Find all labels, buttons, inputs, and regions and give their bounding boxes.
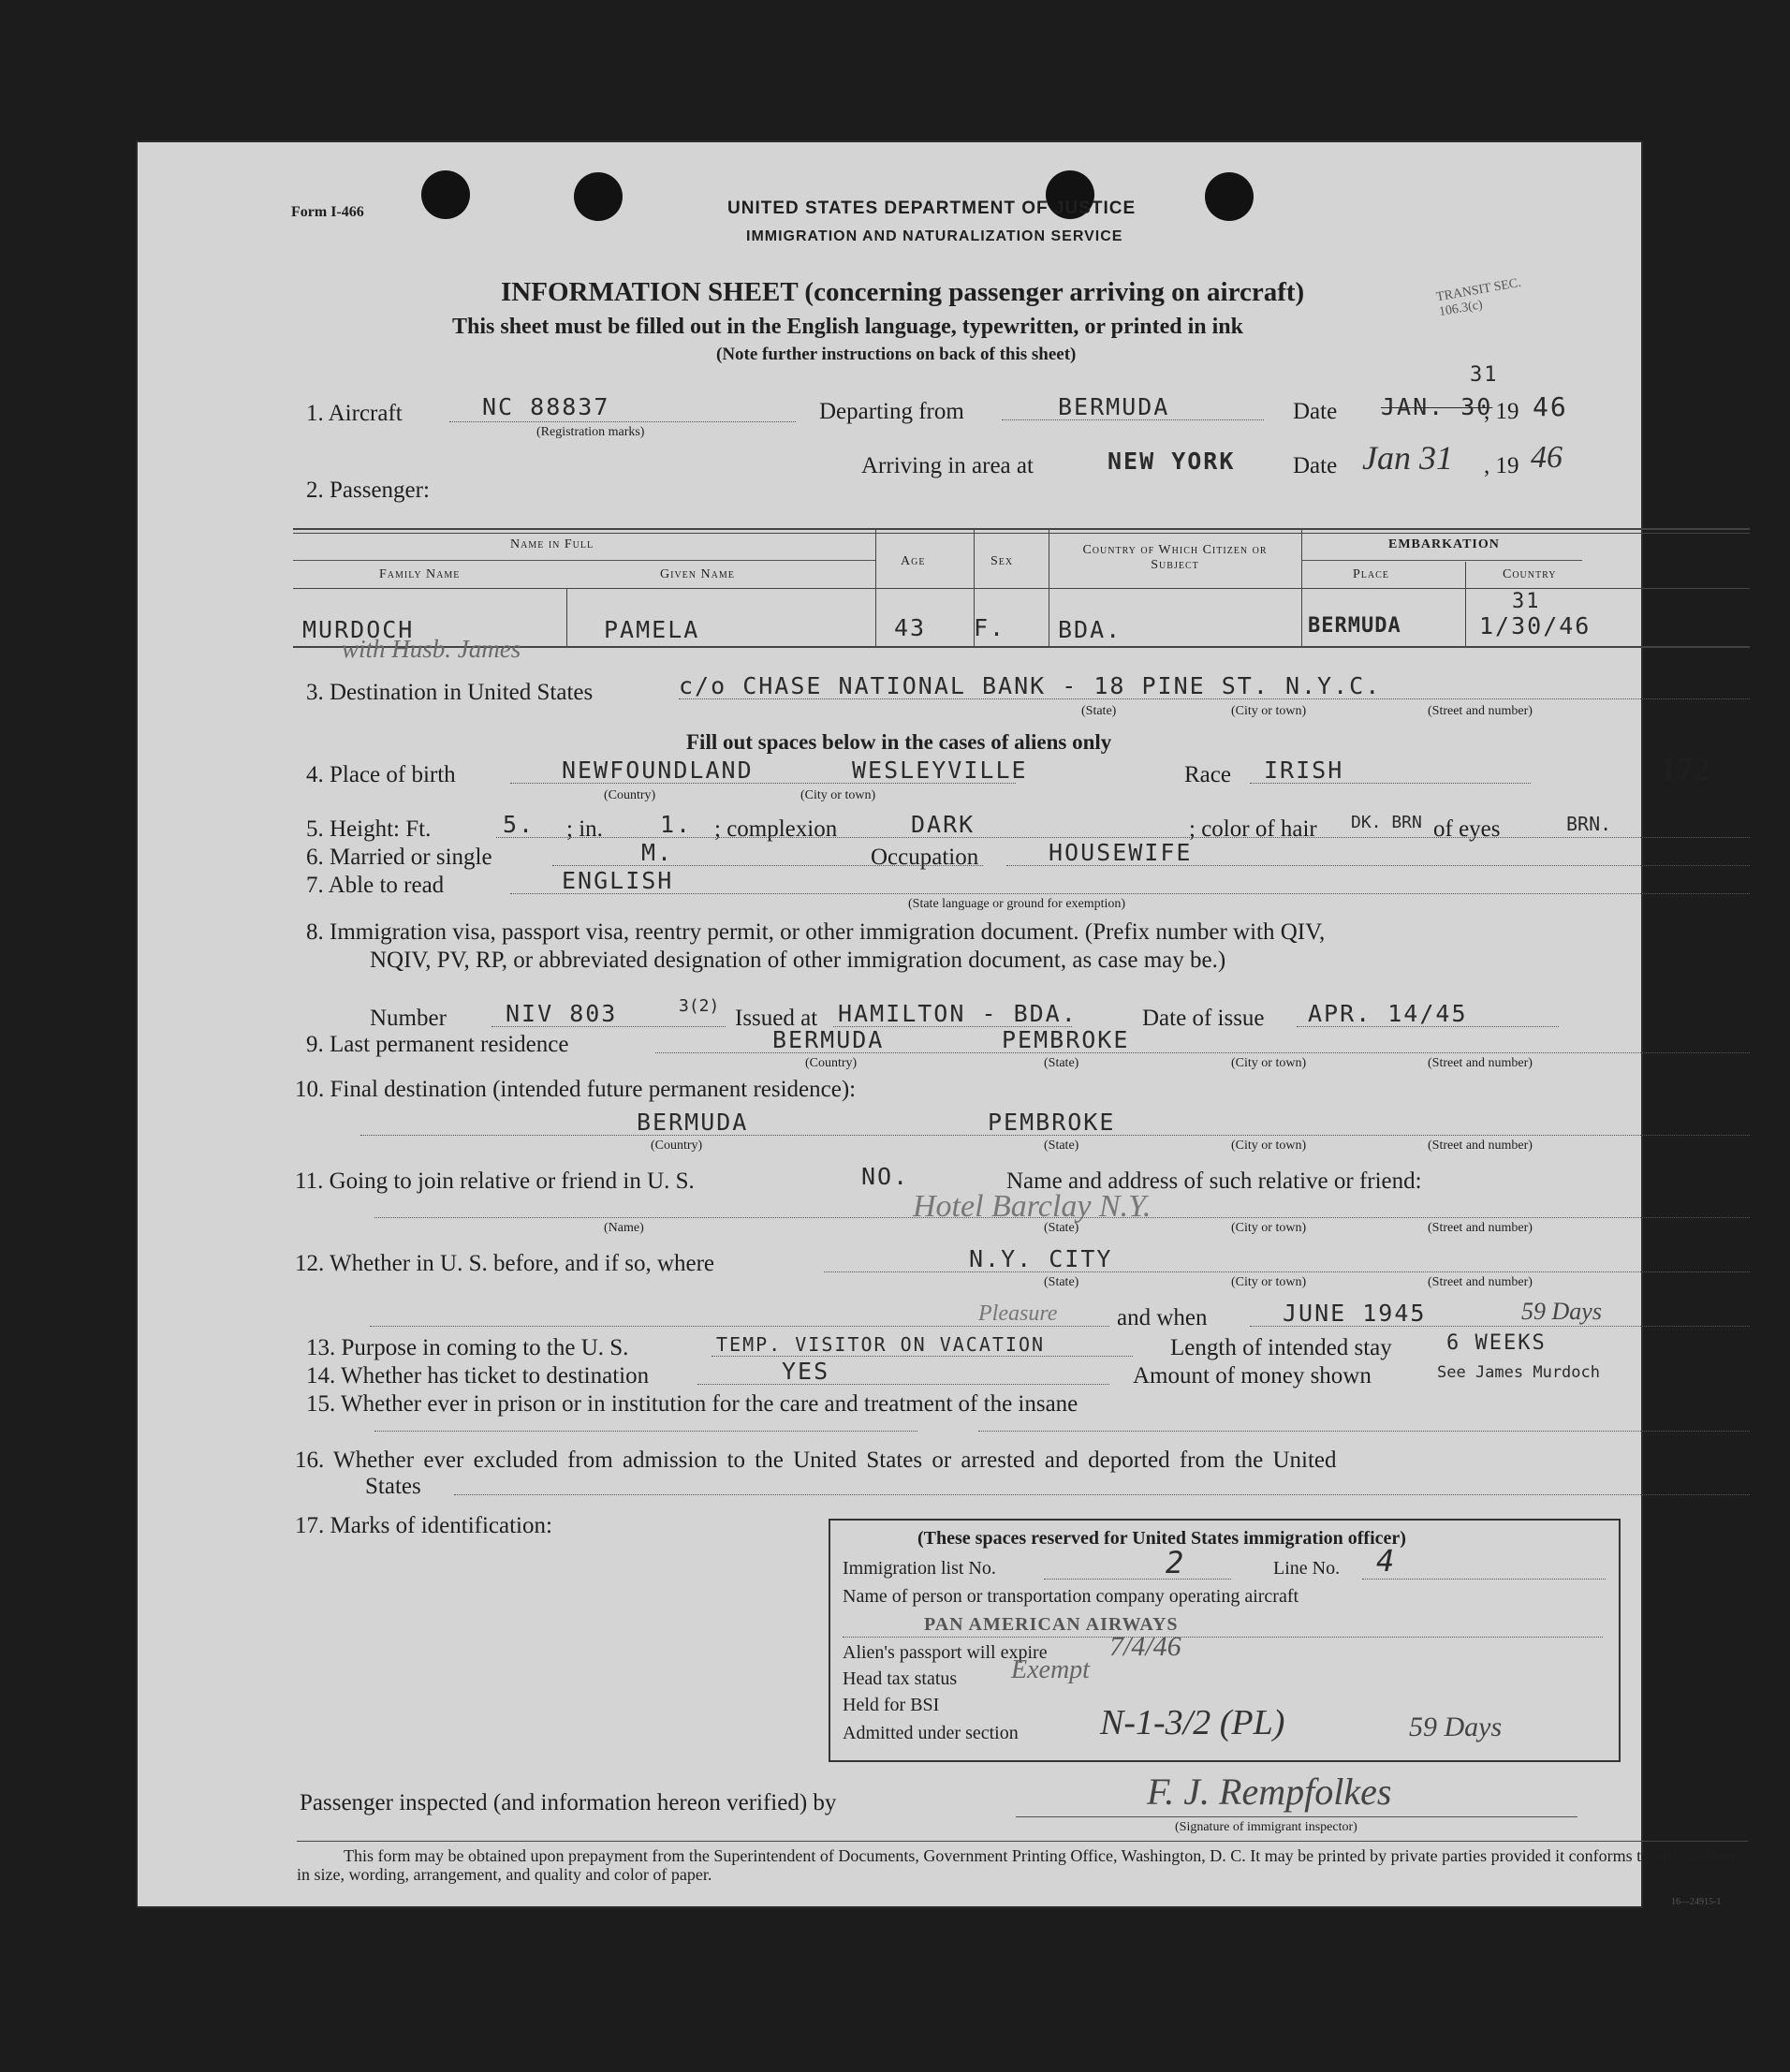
officer-passport-label: Alien's passport will expire [843,1642,1048,1663]
registration-caption: (Registration marks) [536,425,645,439]
officer-line-label: Line No. [1273,1558,1341,1579]
final-destination-caption-country: (Country) [651,1139,703,1153]
race-label: Race [1184,762,1231,787]
passenger-age: 43 [894,614,927,641]
relative-caption-city: (City or town) [1231,1221,1307,1235]
excluded-label-2: States [365,1474,421,1499]
officer-passport: 7/4/46 [1109,1631,1181,1662]
departure-year-prefix: , 19 [1484,399,1519,424]
read-caption: (State language or ground for exemption) [908,897,1126,911]
visa-label-2: NQIV, PV, RP, or abbreviated designation of other immigration document, as case may be.) [370,948,1226,973]
officer-bsi-label: Held for BSI [843,1695,940,1715]
marital-value: M. [641,839,674,866]
relative-caption-name: (Name) [604,1221,644,1235]
departure-date-value: JAN. 30 [1381,393,1493,420]
last-residence-caption-city: (City or town) [1231,1056,1307,1070]
officer-list-no: 2 [1166,1545,1186,1580]
money-value: See James Murdoch [1437,1363,1600,1382]
departure-year: 46 [1533,391,1568,422]
visa-number: NIV 803 [506,1000,618,1027]
aliens-heading: Fill out spaces below in the cases of aliens only [686,730,1112,754]
last-residence-caption-country: (Country) [805,1056,858,1070]
eyes-value: BRN. [1566,813,1612,835]
aircraft-value: NC 88837 [482,393,610,420]
arriving-value: NEW YORK [1108,448,1236,475]
service-heading: IMMIGRATION AND NATURALIZATION SERVICE [746,228,1123,244]
final-destination-country: BERMUDA [637,1109,749,1136]
final-destination-label: 10. Final destination (intended future permanent residence): [295,1077,857,1102]
visa-label: 8. Immigration visa, passport visa, reentry permit, or other immigration document. (Prefix number with QIV, [306,919,1326,945]
height-label: 5. Height: Ft. [306,816,432,842]
birth-country: NEWFOUNDLAND [562,757,754,784]
relative-caption-street: (Street and number) [1428,1221,1533,1235]
aircraft-label: 1. Aircraft [306,401,403,426]
punch-hole [574,172,623,221]
read-value: ENGLISH [562,867,674,894]
inspected-label: Passenger inspected (and information hereon verified) by [300,1790,837,1815]
arriving-label: Arriving in area at [861,453,1034,478]
visa-date-label: Date of issue [1142,1006,1265,1031]
header-name-in-full: Name in Full [510,537,594,551]
final-destination-state: PEMBROKE [988,1109,1116,1136]
officer-line-no: 4 [1376,1543,1397,1579]
birth-caption-country: (Country) [604,788,656,802]
height-inches-label: ; in. [566,816,603,842]
complexion-value: DARK [911,811,976,838]
passenger-label: 2. Passenger: [306,478,430,503]
stay-label: Length of intended stay [1170,1335,1392,1360]
birth-caption-city: (City or town) [800,788,876,802]
passenger-sex: F. [974,614,1006,641]
stay-value: 6 WEEKS [1446,1331,1547,1355]
prior-visit-value: N.Y. CITY [969,1245,1113,1272]
prison-label: 15. Whether ever in prison or in institution for the care and treatment of the insane [306,1391,1078,1417]
header-emb-country: Country [1503,567,1557,581]
passenger-emb-date: 1/30/46 [1479,612,1592,639]
birth-city: WESLEYVILLE [852,757,1028,784]
last-residence-caption-street: (Street and number) [1428,1056,1533,1070]
officer-section-note: 59 Days [1409,1712,1503,1742]
passenger-emb-date-correction: 31 [1512,590,1541,613]
footer-code: 16—24915-1 [1671,1897,1722,1907]
prior-visit-when: JUNE 1945 [1283,1300,1427,1327]
marital-label: 6. Married or single [306,845,492,870]
officer-list-label: Immigration list No. [843,1558,996,1579]
visa-number-label: Number [370,1006,447,1031]
header-age: Age [901,554,926,568]
excluded-label: 16. Whether ever excluded from admission to the United States or arrested and deported from the United [295,1447,1337,1473]
prior-visit-when-label: and when [1117,1305,1208,1330]
arrival-year-prefix: , 19 [1484,453,1519,478]
complexion-label: ; complexion [714,816,838,842]
last-residence-country: BERMUDA [772,1026,885,1053]
form-subtitle: This sheet must be filled out in the English language, typewritten, or printed in ink [452,315,1243,339]
purpose-value: TEMP. VISITOR ON VACATION [716,1333,1046,1356]
visa-issued-label: Issued at [735,1006,818,1031]
join-relative-value: NO. [861,1163,910,1190]
read-label: 7. Able to read [306,873,445,898]
prior-visit-label: 12. Whether in U. S. before, and if so, where [295,1251,715,1276]
money-label: Amount of money shown [1133,1363,1372,1389]
visa-issued-value: HAMILTON - BDA. [838,1000,1078,1027]
stamp-transit: TRANSIT SEC. 106.3(c) [1435,275,1522,320]
form-page [136,140,1739,1908]
prior-visit-when-note: 59 Days [1521,1298,1602,1325]
prior-visit-caption-street: (Street and number) [1428,1275,1533,1289]
destination-value: c/o CHASE NATIONAL BANK - 18 PINE ST. N.Y.C. [679,672,1382,699]
prior-visit-purpose-note: Pleasure [978,1301,1058,1326]
occupation-label: Occupation [871,845,979,870]
purpose-label: 13. Purpose in coming to the U. S. [306,1335,629,1360]
visa-number-note: 3(2) [679,996,720,1016]
departing-value: BERMUDA [1058,393,1170,420]
arrival-year: 46 [1531,440,1563,475]
last-residence-state: PEMBROKE [1002,1026,1130,1053]
height-feet: 5. [503,811,536,838]
form-title: INFORMATION SHEET (concerning passenger arriving on aircraft) [501,277,1305,307]
destination-label: 3. Destination in United States [306,680,594,705]
inspector-signature: F. J. Rempfolkes [1147,1771,1392,1813]
officer-section-label: Admitted under section [843,1723,1019,1743]
officer-section: N-1-3/2 (PL) [1100,1703,1285,1742]
final-destination-caption-state: (State) [1044,1139,1079,1153]
height-inches: 1. [660,811,693,838]
eyes-label: of eyes [1433,816,1501,842]
departure-date-label: Date [1293,399,1338,424]
passenger-emb-place: BERMUDA [1308,614,1401,638]
prior-visit-caption-state: (State) [1044,1275,1079,1289]
ticket-label: 14. Whether has ticket to destination [306,1363,650,1389]
final-destination-caption-street: (Street and number) [1428,1139,1533,1153]
departing-label: Departing from [819,399,964,424]
header-given-name: Given Name [660,567,735,581]
relative-caption-state: (State) [1044,1221,1079,1235]
arrival-date-label: Date [1293,453,1338,478]
passenger-annotation: with Husb. James [342,635,521,663]
form-number: Form I-466 [291,204,364,220]
visa-date-value: APR. 14/45 [1308,1000,1468,1027]
footer-text: This form may be obtained upon prepayment from the Superintendent of Documents, Government Printing Office, Washington, D. C. It may be printed by private parties provided it conforms to official form in size, wording, arrangement, and quality and color of paper. [297,1846,1739,1884]
punch-hole [1205,172,1254,221]
inspector-caption: (Signature of immigrant inspector) [1175,1820,1357,1834]
hair-label: ; color of hair [1189,816,1317,842]
passenger-given-name: PAMELA [604,616,700,643]
final-destination-caption-city: (City or town) [1231,1139,1307,1153]
occupation-value: HOUSEWIFE [1049,839,1193,866]
relative-address: Hotel Barclay N.Y. [913,1189,1152,1224]
destination-caption-city: (City or town) [1231,704,1307,718]
form-note: (Note further instructions on back of this sheet) [716,345,1077,364]
officer-operator: PAN AMERICAN AIRWAYS [924,1614,1179,1635]
arrival-date-value: Jan 31 [1362,439,1453,477]
officer-tax: Exempt [1011,1655,1090,1684]
destination-caption-state: (State) [1081,704,1117,718]
last-residence-label: 9. Last permanent residence [306,1032,569,1057]
destination-caption-street: (Street and number) [1428,704,1533,718]
header-country-citizen: Country of Which Citizen or Subject [1082,543,1268,572]
header-embarkation: EMBARKATION [1388,537,1500,551]
hair-value: DK. BRN [1351,813,1422,832]
marks-label: 17. Marks of identification: [295,1513,552,1538]
passenger-family-name: MURDOCH [302,616,415,643]
race-value: IRISH [1264,757,1344,784]
officer-operator-label: Name of person or transportation company operating aircraft [843,1586,1299,1607]
officer-heading: (These spaces reserved for United States immigration officer) [917,1528,1406,1549]
officer-tax-label: Head tax status [843,1668,958,1689]
header-place: Place [1353,567,1389,581]
header-family-name: Family Name [379,567,461,581]
race-code: 172 [1660,750,1710,787]
header-sex: Sex [990,554,1014,568]
relative-name-label: Name and address of such relative or friend: [1006,1168,1422,1194]
departure-date-correction: 31 [1470,363,1499,387]
join-relative-label: 11. Going to join relative or friend in U. S. [295,1168,695,1194]
passenger-citizen: BDA. [1058,616,1122,643]
department-heading: UNITED STATES DEPARTMENT OF JUSTICE [727,198,1137,218]
punch-hole [421,170,470,219]
birthplace-label: 4. Place of birth [306,762,456,787]
last-residence-caption-state: (State) [1044,1056,1079,1070]
ticket-value: YES [782,1358,830,1385]
prior-visit-caption-city: (City or town) [1231,1275,1307,1289]
